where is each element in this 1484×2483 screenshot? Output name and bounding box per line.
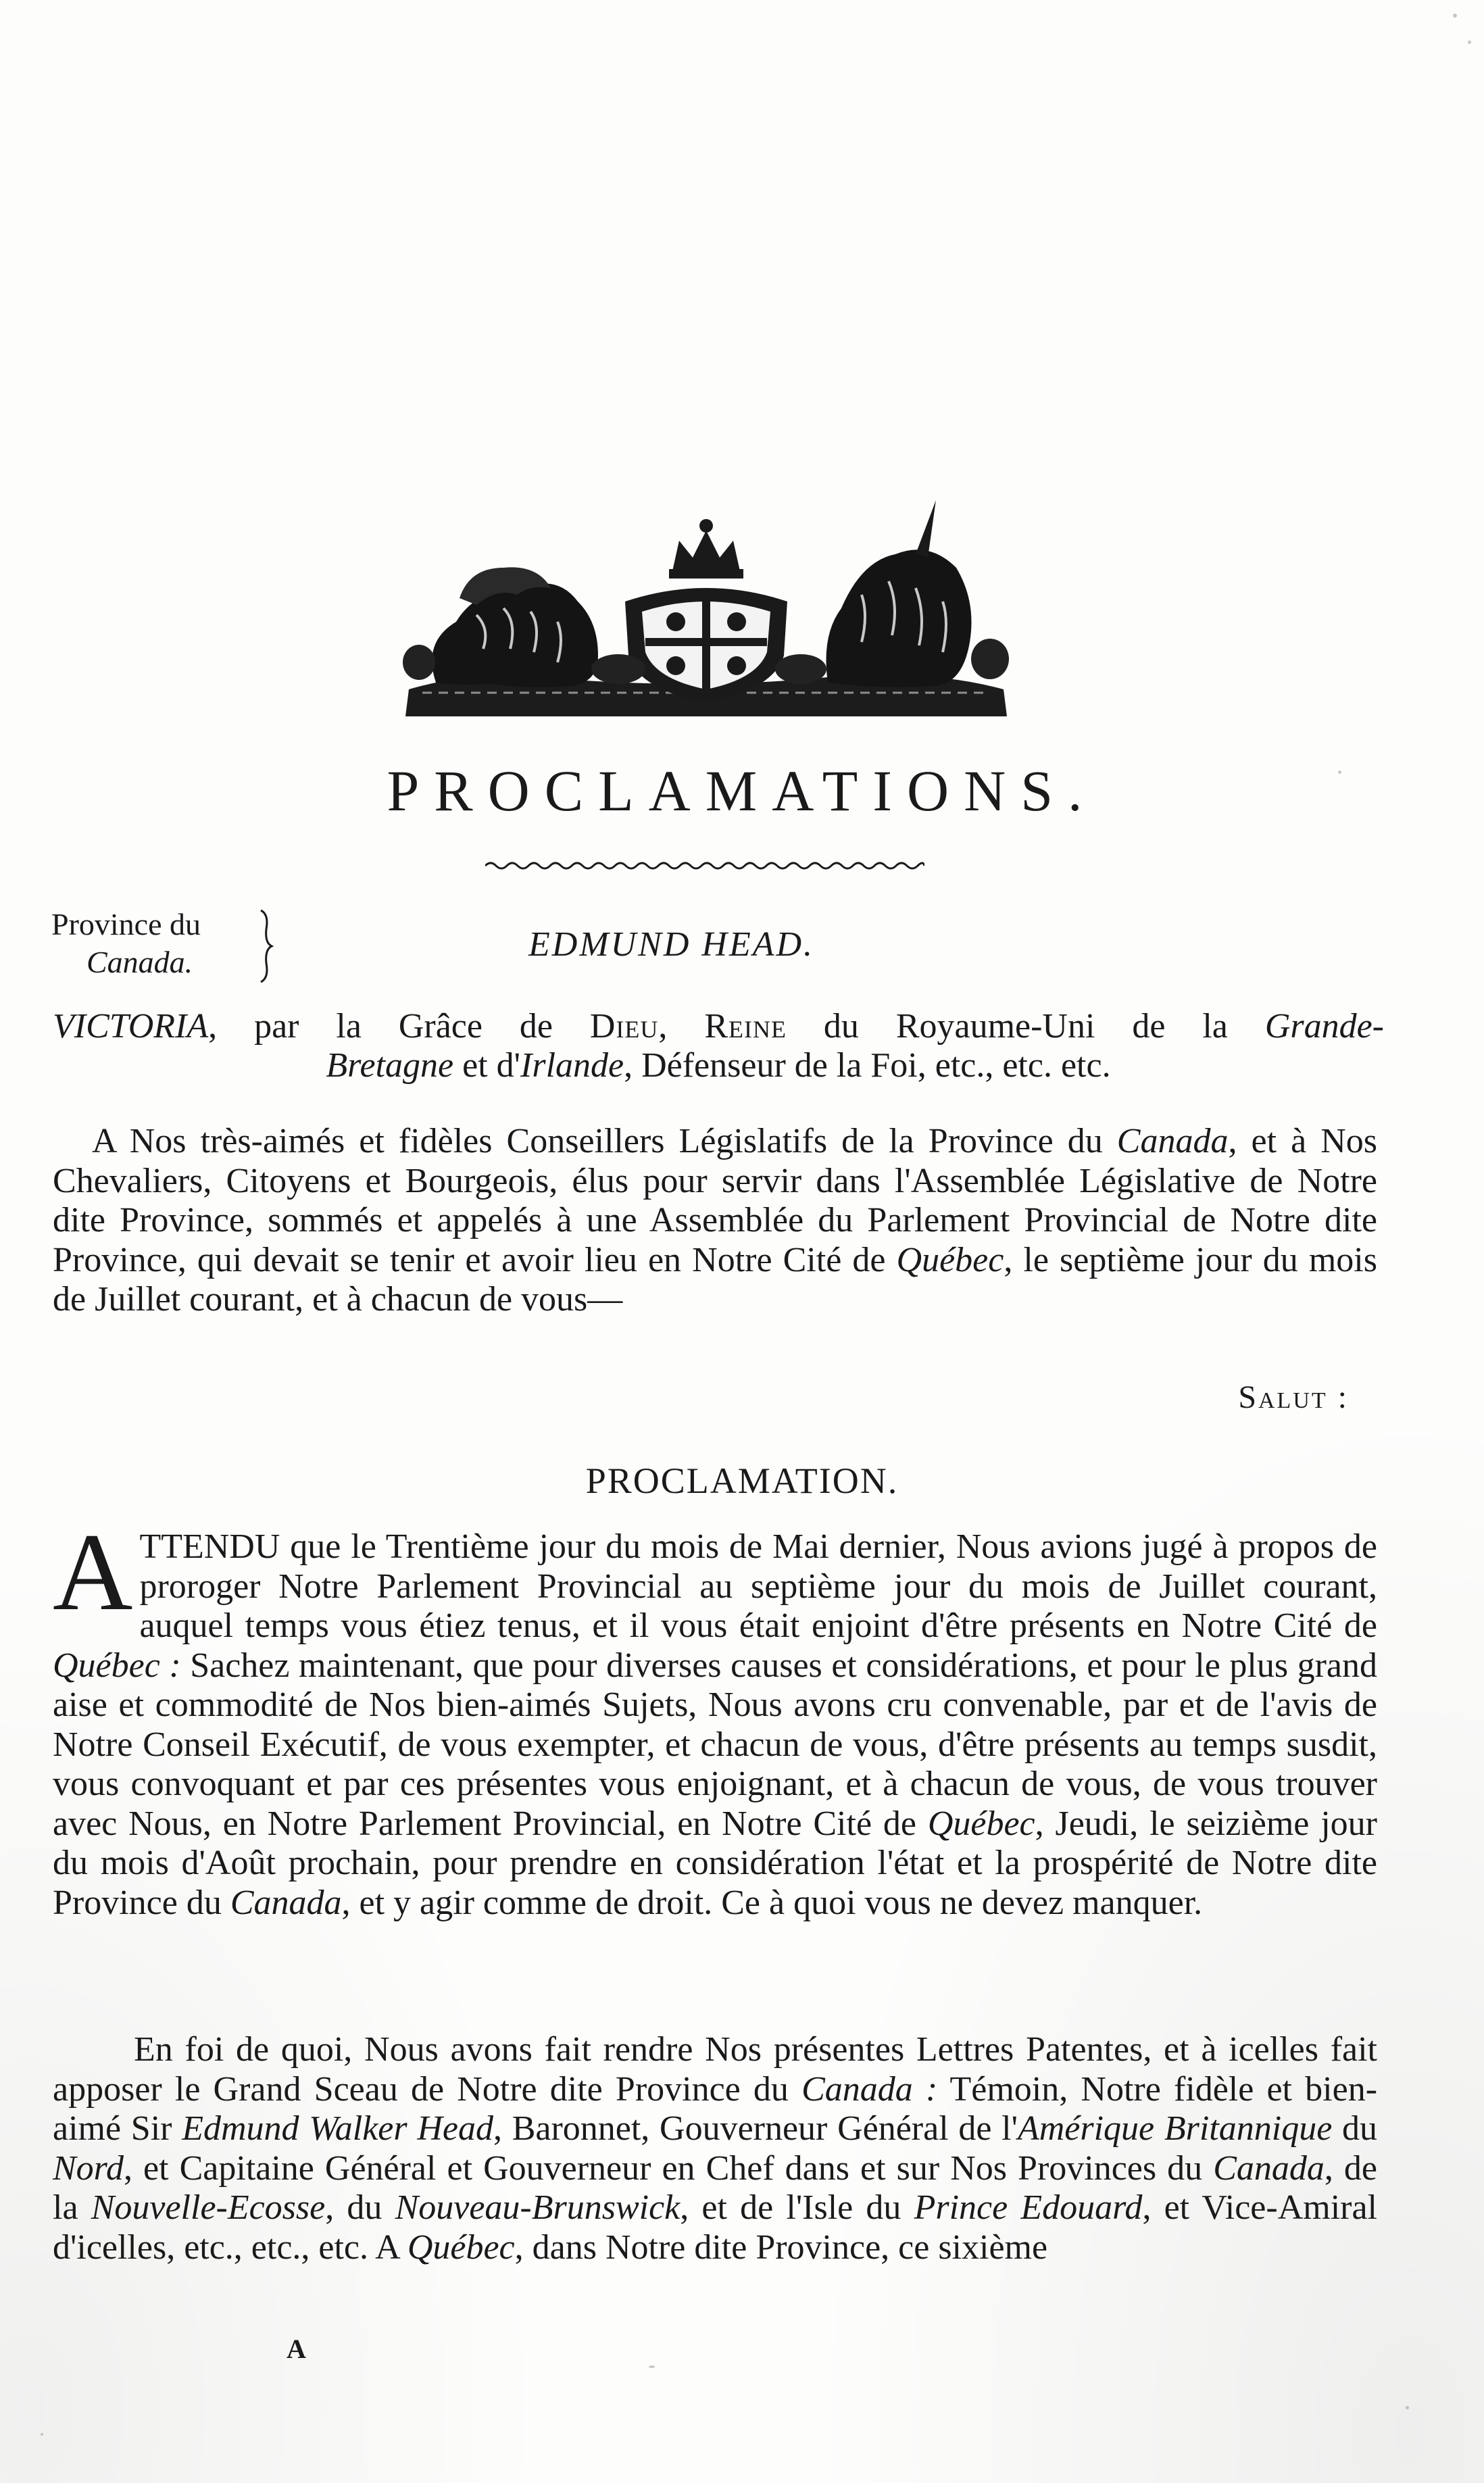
victoria-name: VICTORIA	[53, 1007, 209, 1046]
text-run: et d'	[453, 1046, 521, 1085]
text-run: Edmund Walker Head	[182, 2109, 493, 2148]
text-run: Irlande	[520, 1046, 624, 1085]
text-run: Reine	[704, 1007, 787, 1046]
text-run: Québec :	[53, 1646, 181, 1685]
text-run: En foi de quoi, Nous avons fait rendre Nos présentes Lettres Patentes, et à icelles fait apposer le Grand Sceau de Notre dite Province du	[53, 2030, 1377, 2109]
print-speck	[1468, 41, 1471, 44]
text-run: , Jeudi, le seizième jour du mois d'Août prochain, pour prendre en considération l'état et la prospérité de Notre dite Province du	[53, 1804, 1377, 1922]
royal-coat-of-arms-icon	[395, 487, 1017, 720]
text-run: Nord	[53, 2148, 124, 2188]
text-run: , et à Nos Chevaliers, Citoyens et Bourgeois, élus pour servir dans l'Assemblée Législative de Notre dite Province, sommés et appelés à une Assemblée du Parlement Provincial de Notre dite Province, qui devait se tenir et avoir lieu en Notre Cité de	[53, 1122, 1377, 1279]
text-run: , et Vice-Amiral d'icelles, etc., etc., etc. A	[53, 2188, 1377, 2267]
text-run: , du	[325, 2188, 395, 2227]
print-speck	[649, 2365, 655, 2368]
proclamation-heading: PROCLAMATION.	[585, 1460, 899, 1501]
text-run: , dans Notre dite Province, ce sixième	[514, 2228, 1048, 2267]
text-run: Sachez maintenant, que pour diverses causes et considérations, et pour le plus grand aise et commodité de Nos bien-aimés Sujets, Nous avons cru convenable, par et de l'avis de Notre Conseil Exécutif, de vous exempter, et chacun de vous, d'être présents au temps susdit, vous convoquant et par ces présentes vous enjoignant, et à chacun de vous, de vous trouver avec Nous, en Notre Parlement Provincial, en Notre Cité de	[53, 1646, 1378, 1843]
text-run: Témoin, Notre fidèle et bien-aimé Sir	[53, 2069, 1378, 2148]
text-run: Canada	[1213, 2148, 1325, 2188]
proclamation-body	[53, 1511, 1378, 1923]
address-paragraph	[53, 1122, 1377, 1320]
wavy-divider	[485, 858, 924, 873]
text-run: Prince Edouard	[914, 2188, 1143, 2227]
royal-style	[53, 1007, 1384, 1085]
text-run: du Royaume-Uni de la	[786, 1007, 1265, 1046]
text-run: TTENDU que le Trentième jour du mois de Mai dernier, Nous avions jugé à propos de proroger Notre Parlement Provincial au septième jour du mois de Juillet courant, auquel temps vous étiez tenus, et il vous était enjoint d'être présents en Notre Cité de	[139, 1527, 1377, 1645]
province-line2: Canada.	[86, 945, 193, 979]
print-speck	[41, 2433, 43, 2436]
text-run: A Nos très-aimés et fidèles Conseillers Législatifs de la Province du	[92, 1122, 1117, 1160]
royal-style-line2	[53, 1046, 1384, 1085]
text-run: ,	[658, 1007, 705, 1046]
text-run: , et de l'Isle du	[680, 2188, 914, 2227]
salutation: Salut :	[1238, 1379, 1349, 1415]
drop-cap: A	[53, 1511, 133, 1633]
text-run: , par la Grâce de	[208, 1007, 590, 1046]
print-speck	[1406, 2406, 1409, 2409]
text-run: Nouvelle-Ecosse	[91, 2188, 326, 2227]
text-run: Bretagne	[326, 1046, 454, 1085]
text-run: du	[1332, 2109, 1377, 2148]
text-run: Grande-	[1264, 1007, 1384, 1046]
page-title: PROCLAMATIONS.	[387, 758, 1097, 823]
text-run: , et Capitaine Général et Gouverneur en Chef dans et sur Nos Provinces du	[124, 2148, 1214, 2188]
closing-paragraph	[53, 2030, 1377, 2267]
text-run: , de la	[53, 2148, 1377, 2227]
text-run: Canada	[230, 1883, 342, 1922]
text-run: Dieu	[589, 1007, 659, 1046]
province-label	[51, 906, 201, 981]
text-run: Québec	[407, 2228, 515, 2267]
text-run: , Baronnet, Gouverneur Général de l'	[493, 2109, 1018, 2148]
province-line1: Province du	[51, 907, 201, 941]
print-speck	[1453, 14, 1457, 18]
text-run: Canada	[1116, 1122, 1229, 1160]
text-run: , et y agir comme de droit. Ce à quoi vous ne devez manquer.	[341, 1883, 1203, 1922]
royal-style-line1	[53, 1007, 1384, 1046]
text-run: , Défenseur de la Foi, etc., etc. etc.	[624, 1046, 1111, 1085]
governor-signature: EDMUND HEAD.	[528, 925, 815, 964]
signature-mark: A	[287, 2334, 306, 2364]
text-run: Nouveau-Brunswick	[395, 2188, 681, 2227]
text-run: Québec	[896, 1240, 1004, 1279]
text-run: Amérique Britannique	[1017, 2109, 1333, 2148]
brace-icon	[258, 909, 274, 983]
text-run: Canada :	[801, 2069, 938, 2109]
text-run: , le septième jour du mois de Juillet courant, et à chacun de vous—	[53, 1240, 1377, 1319]
text-run: Québec	[927, 1804, 1035, 1843]
